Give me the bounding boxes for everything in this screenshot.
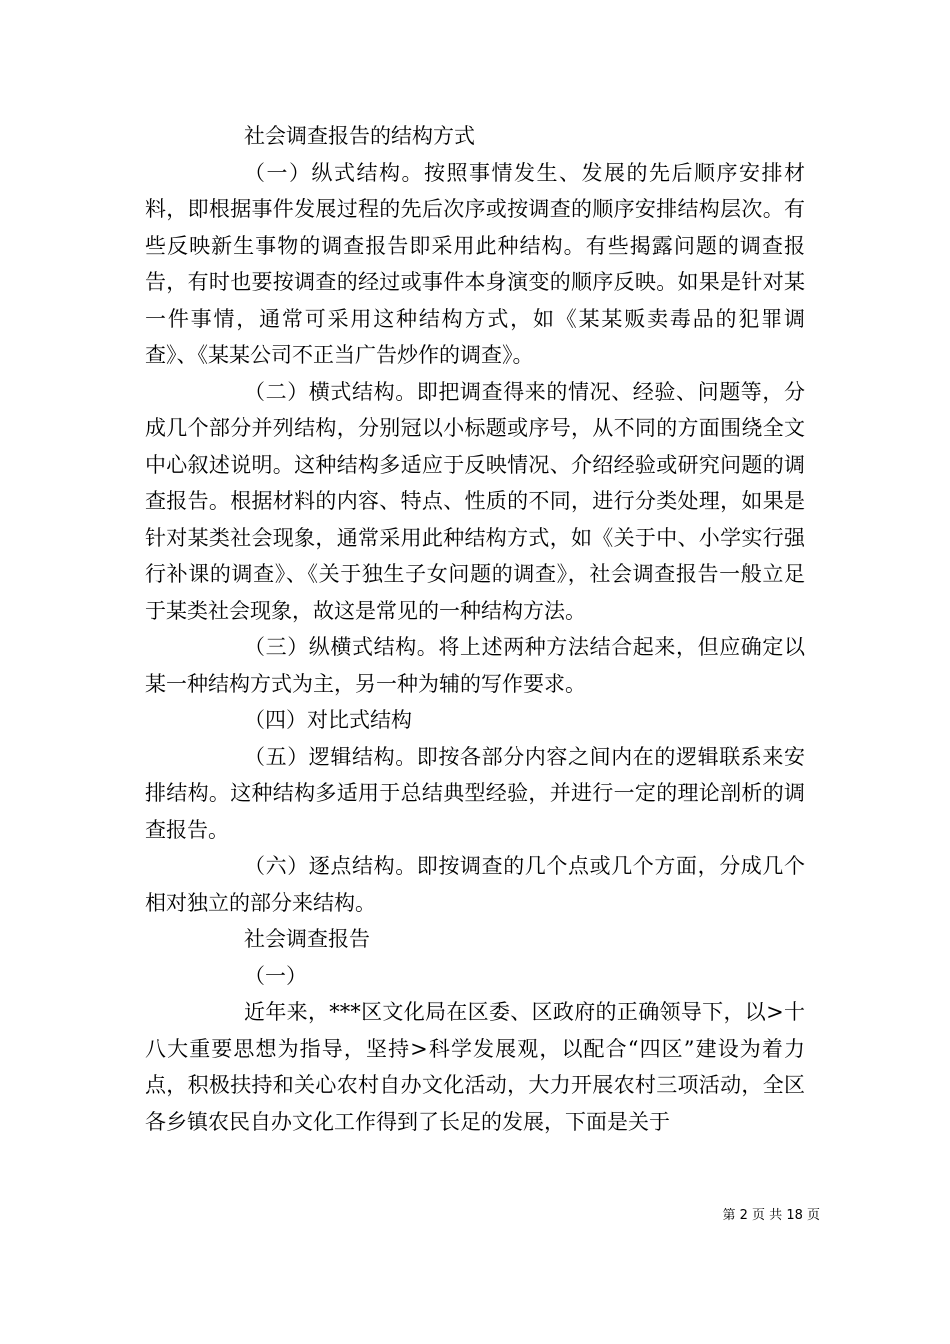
paragraph-report-intro: 近年来，***区文化局在区委、区政府的正确领导下，以>十八大重要思想为指导，坚持>科学发展观，以配合“四区”建设为着力点，积极扶持和关心农村自办文化活动，大力开展农村三项活动，全区各乡镇农民自办文化工作得到了长足的发展，下面是关于 xyxy=(145,1000,805,1134)
paragraph-logic-structure: （五）逻辑结构。即按各部分内容之间内在的逻辑联系来安排结构。这种结构多适用于总结典型经验，并进行一定的理论剖析的调查报告。 xyxy=(145,744,805,842)
paragraph-vertical-structure: （一）纵式结构。按照事情发生、发展的先后顺序安排材料，即根据事件发展过程的先后次序或按调查的顺序安排结构层次。有些反映新生事物的调查报告即采用此种结构。有些揭露问题的调查报告，有时也要按调查的经过或事件本身演变的顺序反映。如果是针对某一件事情，通常可采用这种结构方式，如《某某贩卖毒品的犯罪调查》、《某某公司不正当广告炒作的调查》。 xyxy=(145,160,805,367)
subsection-number: （一） xyxy=(244,963,307,988)
paragraph-comparison-structure: （四）对比式结构 xyxy=(244,708,412,732)
section-heading-report: 社会调查报告 xyxy=(244,927,370,951)
document-body xyxy=(145,118,805,1140)
page-number-footer: 第 2 页 共 18 页 xyxy=(722,1208,820,1223)
paragraph-combined-structure: （三）纵横式结构。将上述两种方法结合起来，但应确定以某一种结构方式为主，另一种为辅的写作要求。 xyxy=(145,635,805,696)
section-heading-structure: 社会调查报告的结构方式 xyxy=(244,124,475,148)
paragraph-horizontal-structure: （二）横式结构。即把调查得来的情况、经验、问题等，分成几个部分并列结构，分别冠以小标题或序号，从不同的方面围绕全文中心叙述说明。这种结构多适应于反映情况、介绍经验或研究问题的调查报告。根据材料的内容、特点、性质的不同，进行分类处理，如果是针对某类社会现象，通常采用此种结构方式，如《关于中、小学实行强行补课的调查》、《关于独生子女问题的调查》，社会调查报告一般立足于某类社会现象，故这是常见的一种结构方法。 xyxy=(145,379,805,623)
paragraph-point-structure: （六）逐点结构。即按调查的几个点或几个方面，分成几个相对独立的部分来结构。 xyxy=(145,854,805,915)
